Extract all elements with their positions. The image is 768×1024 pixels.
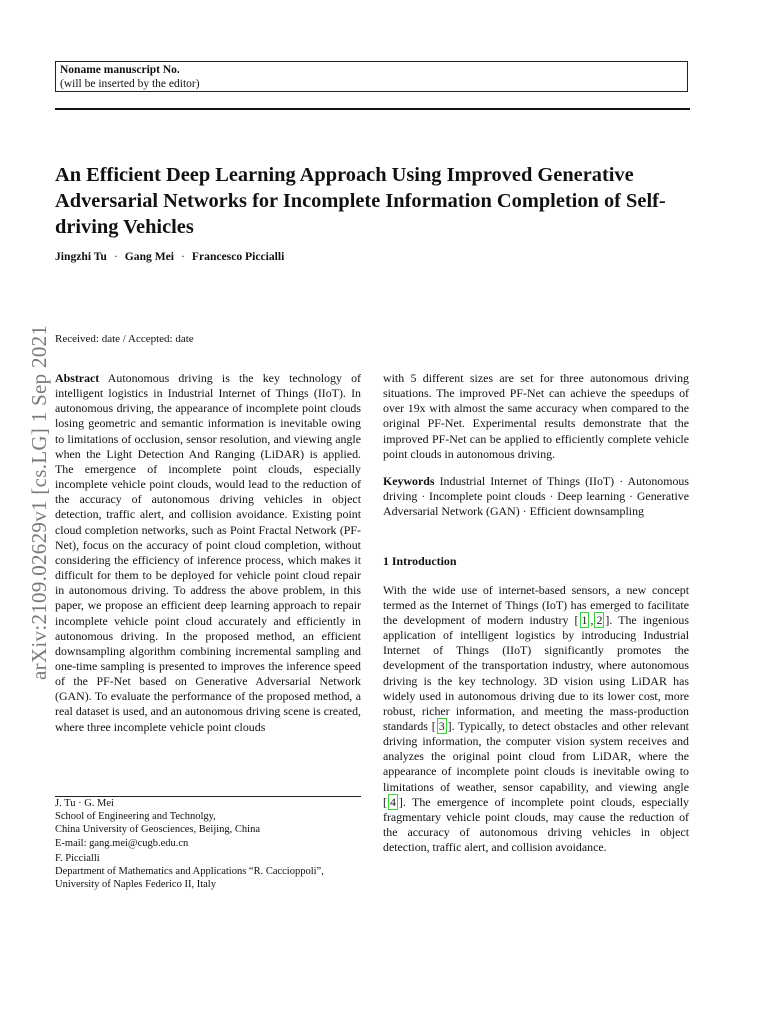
affiliation-names: J. Tu · G. Mei (55, 798, 114, 809)
intro-text: . Typically, to detect obstacles and other relevant driving information, the computer vision system receives and analyzes the original point cloud from LiDAR, where the appearance of incomplete point clouds is inevitable owing to limitations of weather, sensor capability, and viewing angle (383, 718, 689, 794)
affiliation-line: Department of Mathematics and Applications “R. Caccioppoli”, (55, 866, 324, 878)
section-heading-introduction: 1 Introduction (383, 554, 457, 569)
author-name: Jingzhi Tu (55, 250, 107, 263)
keywords-text: Industrial Internet of Things (IIoT) · Autonomous driving · Incomplete point clouds · Deep learning · Generative Adversarial Network (GAN) · Efficient downsampling (383, 473, 689, 519)
affiliation-block (55, 852, 361, 892)
affiliation-line: China University of Geosciences, Beijing, China (55, 824, 261, 836)
keywords-paragraph (383, 474, 689, 519)
author-name: Francesco Piccialli (191, 250, 285, 263)
citation-separator: , (590, 612, 594, 627)
citation-link[interactable]: 3 (438, 718, 445, 733)
affiliation-line: School of Engineering and Technolgy, (55, 811, 216, 823)
introduction-paragraph: With the wide use of internet-based sensors, a new concept termed as the Internet of Things (IoT) has emerged to facilitate the development of modern industry [ 1 , 2 ]. The ingenious application of intelligent logistics by introducing Industrial Internet of Things (IIoT) significantly promotes the development of the transportation industry, where autonomous driving is the key technology. 3D vision using LiDAR has widely used in autonomous driving due to its lower cost, more robust, richer information, and meeting the mass-production standards [ 3 ]. Typically, to detect obstacles and other relevant driving information, the computer vision system receives and analyzes the original point cloud from LiDAR, where the appearance of incomplete point clouds is inevitable owing to limitations of weather, sensor capability, and viewing angle [ 4 ]. The emergence of incomplete point clouds, especially fragmentary vehicle point clouds, may cause the reduction of the accuracy of autonomous driving vehicles in object detection, traffic alert, and collision avoidance. (383, 582, 689, 855)
left-column (55, 371, 361, 735)
abstract-text: Autonomous driving is the key technology of intelligent logistics in Industrial Internet of Things (IIoT). In autonomous driving, the appearance of incomplete point clouds losing geometric and semantic information is inevitable owing to limitations of occlusion, sensor resolution, and viewing angle when the Light Detection And Ranging (LiDAR) is applied. The emergence of incomplete point clouds, especially incomplete vehicle point clouds, would lead to the reduction of the accuracy of autonomous driving vehicles in object detection, traffic alert, and collision avoidance. Existing point cloud completion networks, such as Point Fractal Network (PF-Net), focus on the accuracy of point cloud completion, without considering the efficiency of inference process, which makes it difficult for them to be deployed for vehicle point cloud repair in autonomous driving. To address the above problem, in this paper, we propose an efficient deep learning approach to repair incomplete vehicle point cloud accurately and efficiently in autonomous driving. In the proposed method, an efficient downsampling algorithm combining incremental sampling and one-time sampling is presented to improves the inference speed of the PF-Net based on Generative Adversarial Network (GAN). To evaluate the performance of the proposed method, a real dataset is used, and an autonomous driving scene is created, where three incomplete vehicle point clouds (55, 371, 361, 734)
right-column (383, 371, 689, 855)
keywords-label: Keywords (383, 473, 435, 488)
citation-link[interactable]: 4 (389, 794, 396, 809)
paper-title: An Efficient Deep Learning Approach Using Improved Generative Adversarial Networks for Incomplete Information Completion of Self-driving Vehicles (55, 164, 666, 238)
abstract-label: Abstract (55, 371, 100, 385)
affiliation-email[interactable]: E-mail: gang.mei@cugb.edu.cn (55, 837, 189, 849)
affiliation-line: University of Naples Federico II, Italy (55, 879, 216, 891)
intro-text: With the wide use of internet-based sensors, a new concept termed as the Internet of Things (IoT) has emerged to facilitate the development of modern industry (383, 582, 689, 627)
header-rule (55, 108, 690, 110)
received-date: Received: date / Accepted: date (55, 333, 194, 345)
author-separator: · (113, 250, 118, 263)
manuscript-number: Noname manuscript No. (60, 64, 180, 76)
abstract-continuation: with 5 different sizes are set for three autonomous driving situations. The improved PF-Net can achieve the speedups of over 19x with almost the same accuracy when compared to the original PF-Net. Experimental results demonstrate that the improved PF-Net can be applied to efficiently complete vehicle point clouds in autonomous driving. (383, 371, 689, 461)
citation-link[interactable]: 1 (581, 612, 588, 627)
affiliation-names: F. Piccialli (55, 853, 100, 864)
manuscript-info-box (55, 61, 688, 92)
arxiv-identifier[interactable]: arXiv:2109.02629v1 [cs.LG] 1 Sep 2021 (27, 325, 51, 681)
abstract-paragraph (55, 371, 361, 735)
intro-text: . The emergence of incomplete point clouds, especially fragmentary vehicle point clouds, may cause the reduction of the accuracy of autonomous driving vehicles in object detection, traffic alert, and collision avoidance. (383, 794, 689, 855)
author-name: Gang Mei (124, 250, 175, 263)
author-list (55, 250, 284, 263)
author-separator: · (181, 250, 185, 263)
intro-text: . The ingenious application of intelligent logistics by introducing Industrial Internet of Things (IIoT) significantly promotes the development of the transportation industry, where autonomous driving is the key technology. 3D vision using LiDAR has widely used in autonomous driving due to its lower cost, more robust, richer information, and meeting the mass-production standards (383, 612, 689, 733)
editor-note: (will be inserted by the editor) (60, 78, 200, 90)
citation-link[interactable]: 2 (596, 612, 603, 627)
affiliation-block (55, 797, 361, 850)
